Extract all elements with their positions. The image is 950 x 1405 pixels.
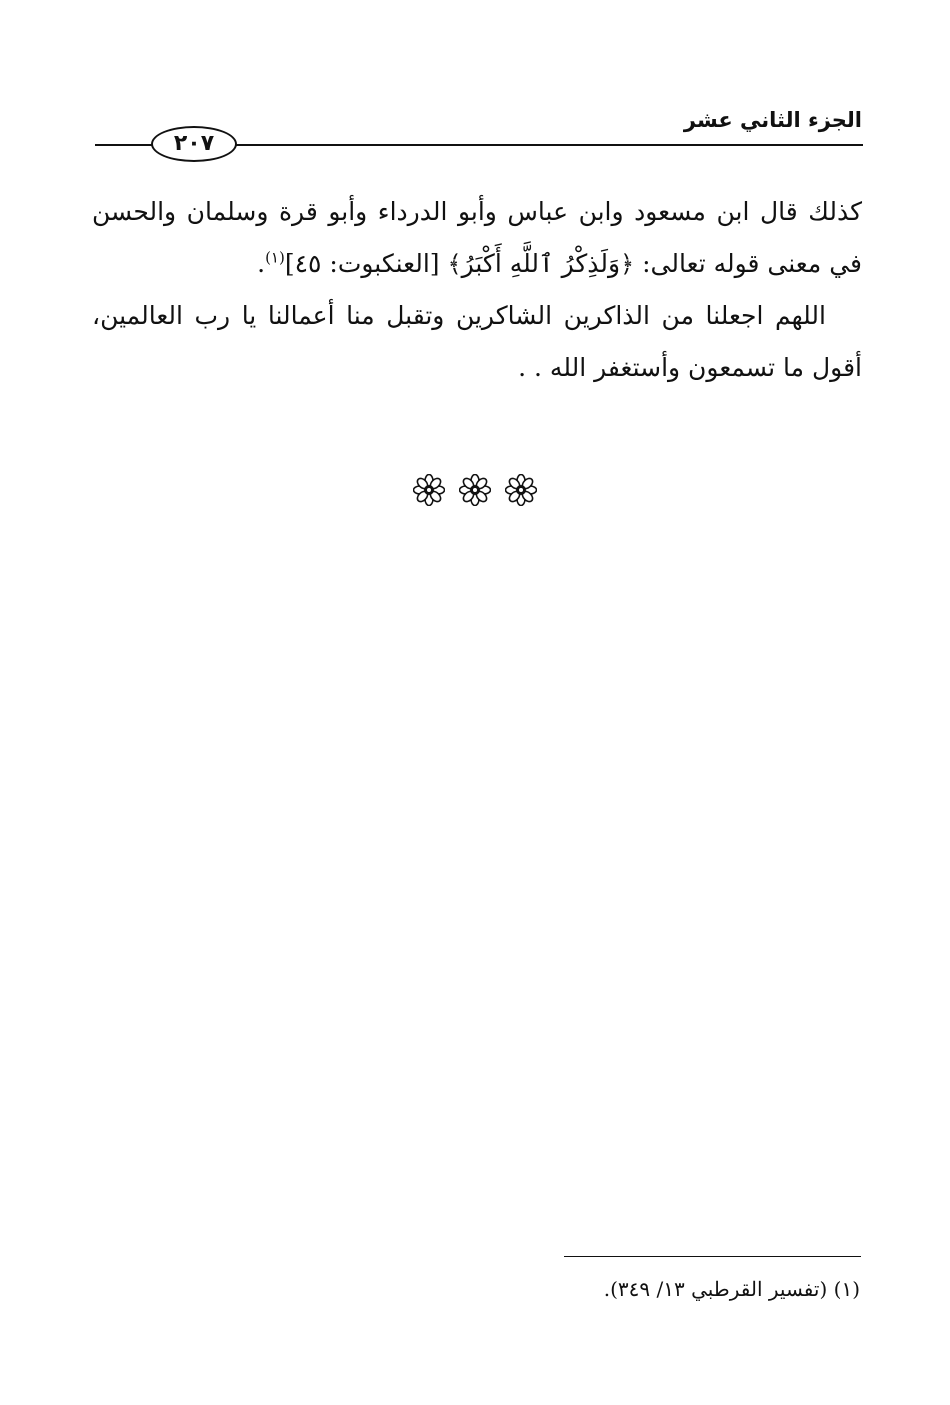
flower-ornament-icon — [459, 474, 491, 506]
page-number: ٢٠٧ — [173, 131, 215, 156]
quran-verse: وَلَذِكْرُ ٱللَّهِ أَكْبَرُ — [461, 249, 621, 278]
paragraph-1 — [92, 186, 862, 290]
quran-close-bracket: ﴾ — [447, 250, 462, 278]
footnote-1: (١) (تفسير القرطبي ١٣/ ٣٤٩). — [603, 1277, 860, 1301]
paragraph-1-end: . — [257, 249, 266, 278]
running-header-title: الجزء الثاني عشر — [683, 108, 862, 132]
quran-open-bracket: ﴿ — [620, 250, 635, 278]
surah-reference: [العنكبوت: ٤٥] — [284, 249, 448, 278]
footnote-marker: (١) — [265, 248, 285, 267]
paragraph-1-text: كذلك قال ابن مسعود وابن عباس وأبو الدرداء وأبو قرة وسلمان والحسن في معنى قوله تعالى: — [92, 197, 862, 278]
footnote-separator — [564, 1256, 861, 1257]
flower-ornament-icon — [505, 474, 537, 506]
main-text — [92, 186, 862, 394]
section-divider — [0, 474, 950, 506]
flower-ornament-icon — [413, 474, 445, 506]
page-number-badge — [151, 126, 237, 162]
paragraph-2: اللهم اجعلنا من الذاكرين الشاكرين وتقبل منا أعمالنا يا رب العالمين، أقول ما تسمعون وأستغفر الله . . — [92, 301, 862, 382]
